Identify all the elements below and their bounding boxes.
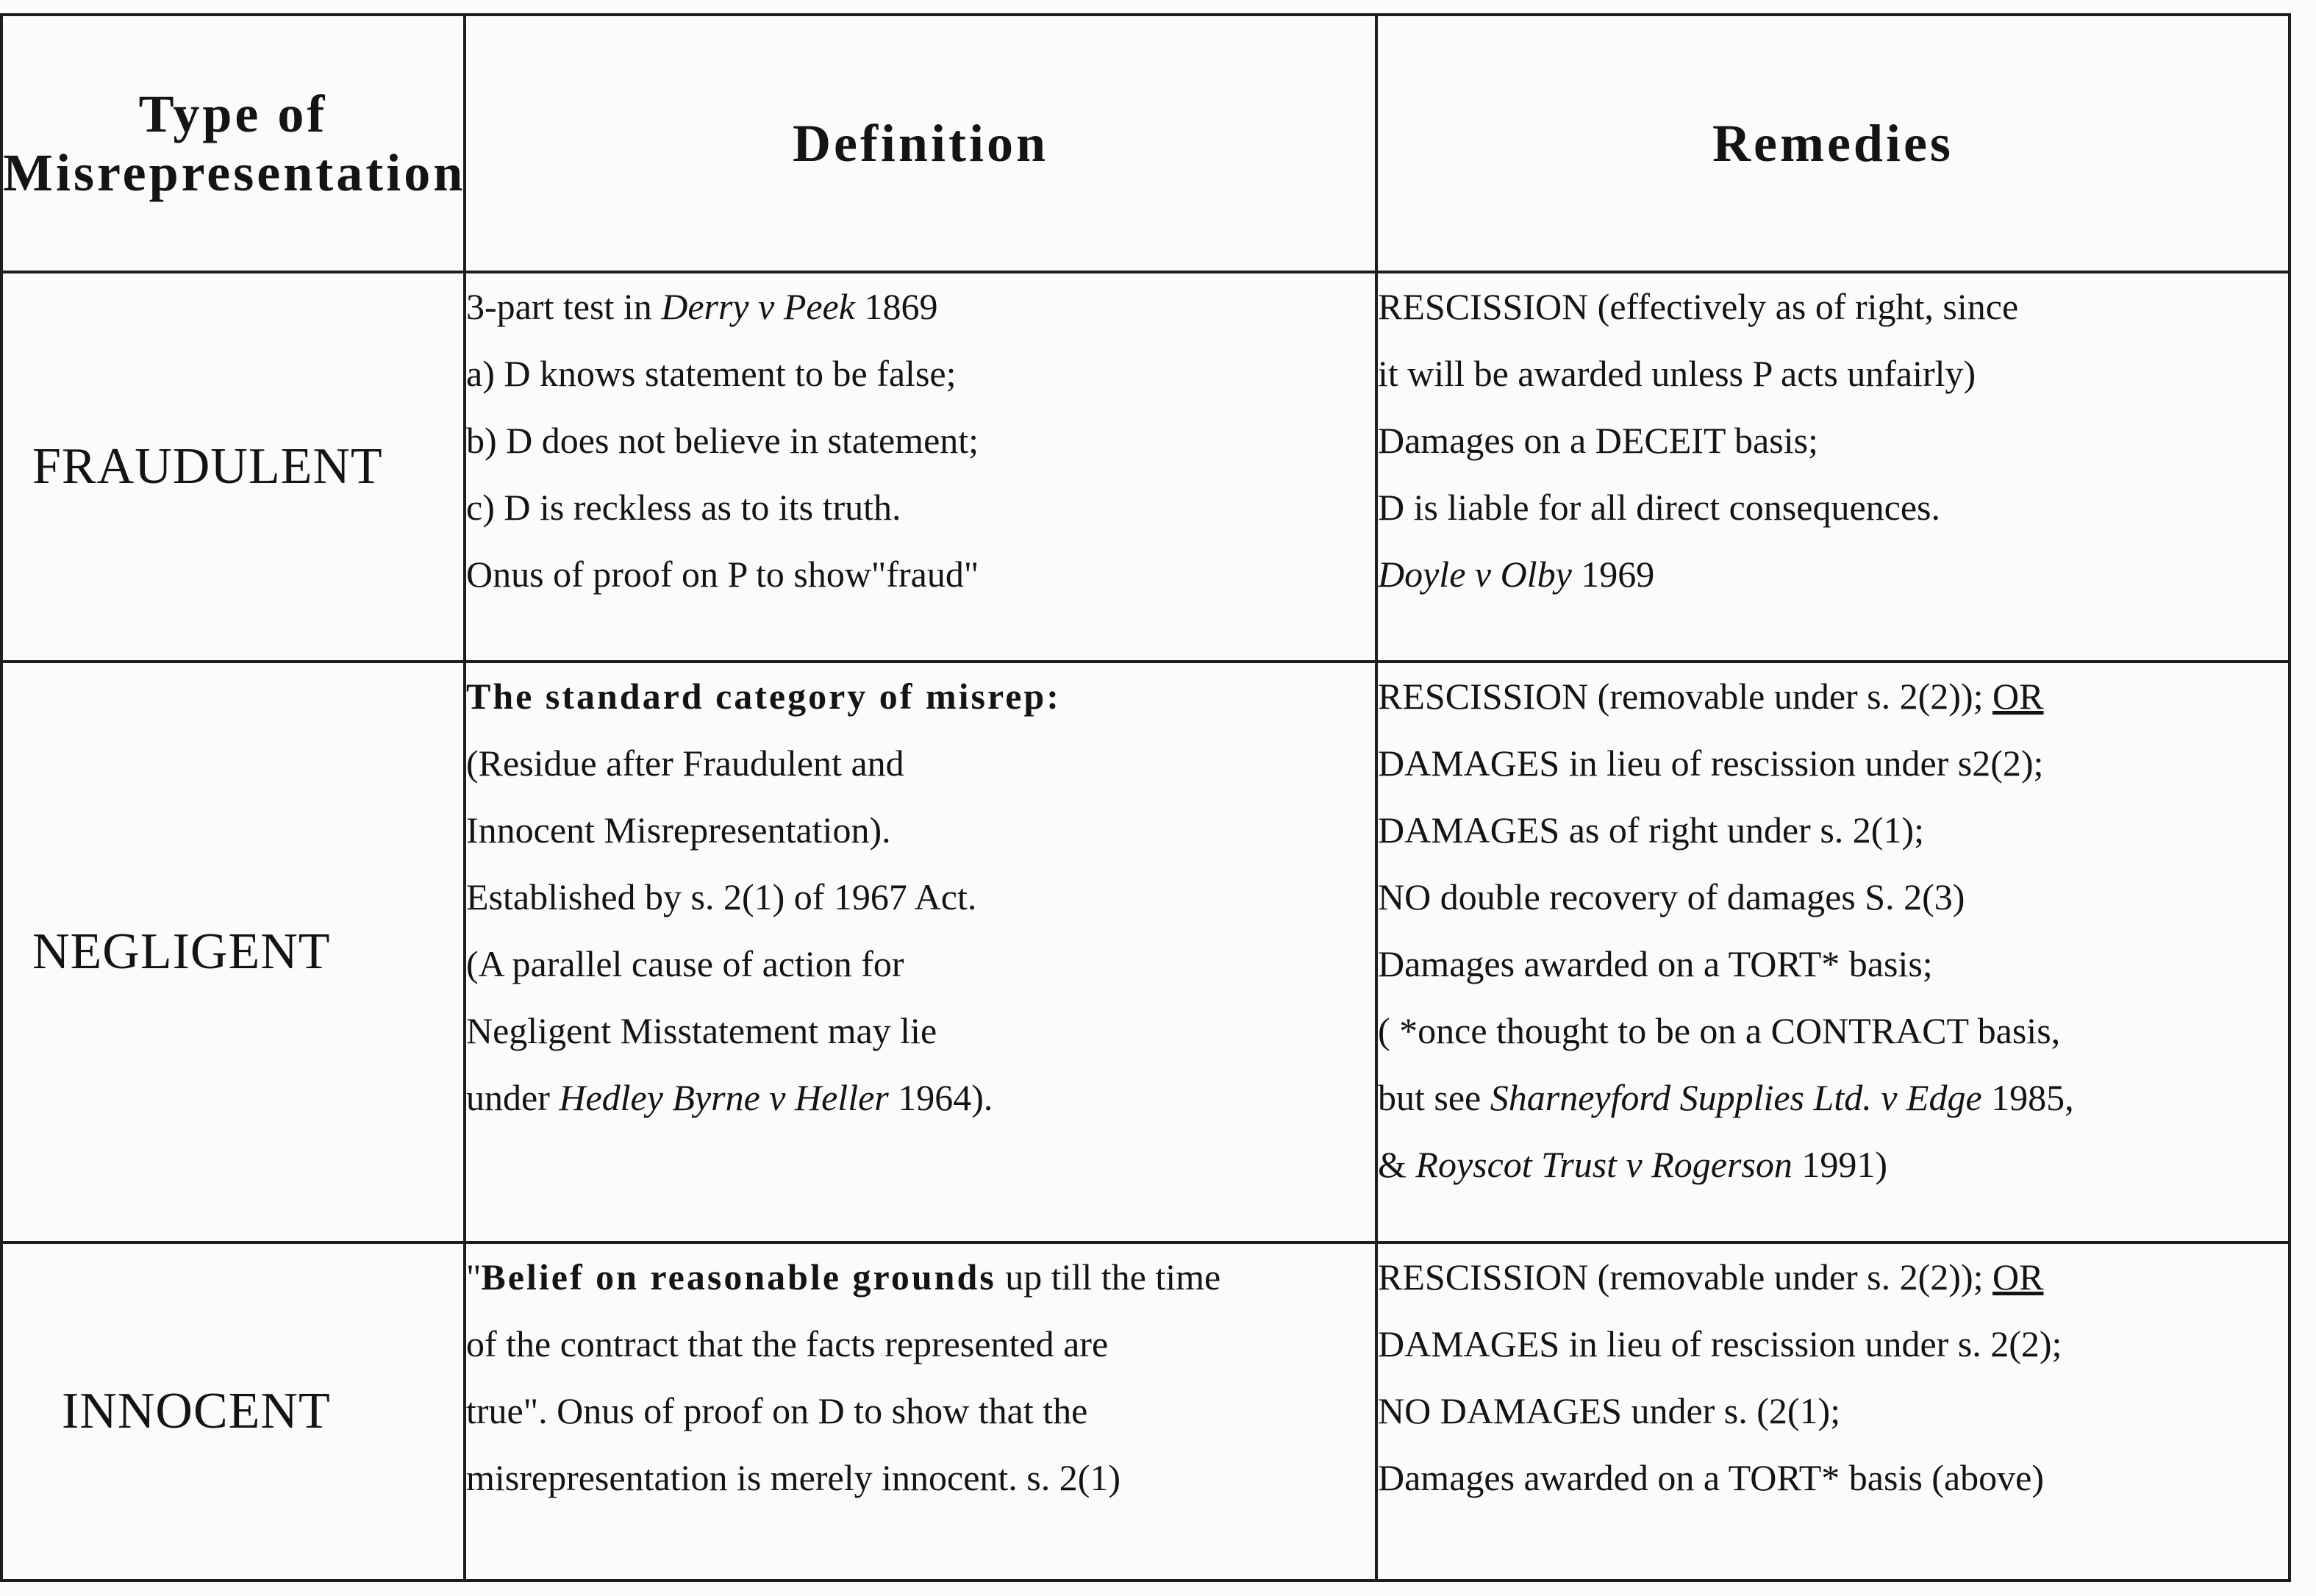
case-citation: Sharneyford Supplies Ltd. v Edge bbox=[1490, 1077, 1982, 1118]
text: RESCISSION (removable under s. 2(2)); bbox=[1378, 676, 1992, 717]
definition-line: b) D does not believe in statement; bbox=[466, 420, 979, 461]
definition-innocent bbox=[465, 1242, 1376, 1581]
definition-line bbox=[466, 1064, 1375, 1131]
text: 1869 bbox=[854, 286, 938, 327]
row-fraudulent bbox=[1, 272, 2290, 662]
or-underlined: OR bbox=[1992, 676, 2044, 717]
definition-line: (A parallel cause of action for bbox=[466, 943, 904, 984]
bold-phrase: Belief on reasonable grounds bbox=[481, 1256, 996, 1298]
remedies-line: RESCISSION (effectively as of right, since bbox=[1378, 286, 2019, 327]
remedies-line: DAMAGES in lieu of rescission under s2(2); bbox=[1378, 742, 2044, 784]
definition-line: Established by s. 2(1) of 1967 Act. bbox=[466, 876, 977, 917]
case-citation: Royscot Trust v Rogerson bbox=[1415, 1144, 1793, 1185]
remedies-line bbox=[1378, 1131, 2288, 1198]
text: RESCISSION (removable under s. 2(2)); bbox=[1378, 1256, 1992, 1298]
remedies-line bbox=[1378, 663, 2288, 730]
remedies-line bbox=[1378, 1064, 2288, 1131]
remedies-line: DAMAGES as of right under s. 2(1); bbox=[1378, 809, 1924, 851]
type-cell-fraudulent bbox=[1, 272, 465, 662]
definition-line bbox=[466, 1244, 1375, 1311]
definition-line: (Residue after Fraudulent and bbox=[466, 742, 904, 784]
text: 3-part test in bbox=[466, 286, 662, 327]
remedies-line: DAMAGES in lieu of rescission under s. 2(2); bbox=[1378, 1323, 2062, 1364]
header-type-of-misrepresentation bbox=[1, 15, 465, 272]
remedies-line bbox=[1378, 541, 2288, 608]
header-definition-label: Definition bbox=[792, 114, 1048, 173]
type-label-fraudulent: FRAUDULENT bbox=[32, 438, 383, 495]
remedies-line: ( *once thought to be on a CONTRACT basis, bbox=[1378, 1010, 2061, 1051]
definition-line: a) D knows statement to be false; bbox=[466, 353, 957, 394]
remedies-line: Damages on a DECEIT basis; bbox=[1378, 420, 1818, 461]
definition-line: true". Onus of proof on D to show that the bbox=[466, 1390, 1088, 1431]
header-definition bbox=[465, 15, 1376, 272]
misrepresentation-table bbox=[0, 13, 2291, 1582]
or-underlined: OR bbox=[1992, 1256, 2044, 1298]
type-label-negligent: NEGLIGENT bbox=[32, 923, 331, 980]
text: up till the time bbox=[996, 1256, 1221, 1298]
definition-fraudulent bbox=[465, 272, 1376, 662]
type-label-innocent: INNOCENT bbox=[62, 1383, 331, 1439]
case-citation: Hedley Byrne v Heller bbox=[559, 1077, 889, 1118]
case-citation: Doyle v Olby bbox=[1378, 554, 1572, 595]
text: 1964). bbox=[888, 1077, 993, 1118]
text: 1969 bbox=[1571, 554, 1655, 595]
type-cell-negligent bbox=[1, 662, 465, 1242]
definition-line: c) D is reckless as to its truth. bbox=[466, 487, 901, 528]
row-innocent bbox=[1, 1242, 2290, 1581]
definition-line: of the contract that the facts represented are bbox=[466, 1323, 1109, 1364]
remedies-line: Damages awarded on a TORT* basis (above) bbox=[1378, 1457, 2044, 1498]
definition-line: Innocent Misrepresentation). bbox=[466, 809, 891, 851]
text: & bbox=[1378, 1144, 1416, 1185]
header-remedies bbox=[1376, 15, 2290, 272]
row-negligent bbox=[1, 662, 2290, 1242]
text: but see bbox=[1378, 1077, 1490, 1118]
definition-line: Negligent Misstatement may lie bbox=[466, 1010, 937, 1051]
remedies-fraudulent bbox=[1376, 272, 2290, 662]
remedies-negligent bbox=[1376, 662, 2290, 1242]
text: under bbox=[466, 1077, 560, 1118]
definition-line: misrepresentation is merely innocent. s. 2(1) bbox=[466, 1457, 1121, 1498]
remedies-line: it will be awarded unless P acts unfairly) bbox=[1378, 353, 1976, 394]
remedies-innocent bbox=[1376, 1242, 2290, 1581]
text: " bbox=[466, 1256, 482, 1298]
header-remedies-label: Remedies bbox=[1712, 114, 1954, 173]
remedies-line: Damages awarded on a TORT* basis; bbox=[1378, 943, 1933, 984]
remedies-line: NO double recovery of damages S. 2(3) bbox=[1378, 876, 1965, 917]
header-type-line1: Type of bbox=[138, 85, 328, 143]
header-row bbox=[1, 15, 2290, 272]
case-citation: Derry v Peek bbox=[661, 286, 855, 327]
definition-negligent bbox=[465, 662, 1376, 1242]
definition-heading: The standard category of misrep: bbox=[466, 676, 1061, 717]
header-type-line2: Misrepresentation bbox=[3, 143, 466, 202]
definition-line: Onus of proof on P to show"fraud" bbox=[466, 554, 979, 595]
text: 1985, bbox=[1981, 1077, 2074, 1118]
remedies-line: D is liable for all direct consequences. bbox=[1378, 487, 1940, 528]
text: 1991) bbox=[1792, 1144, 1888, 1185]
type-cell-innocent bbox=[1, 1242, 465, 1581]
definition-line bbox=[466, 273, 1375, 340]
remedies-line bbox=[1378, 1244, 2288, 1311]
remedies-line: NO DAMAGES under s. (2(1); bbox=[1378, 1390, 1841, 1431]
